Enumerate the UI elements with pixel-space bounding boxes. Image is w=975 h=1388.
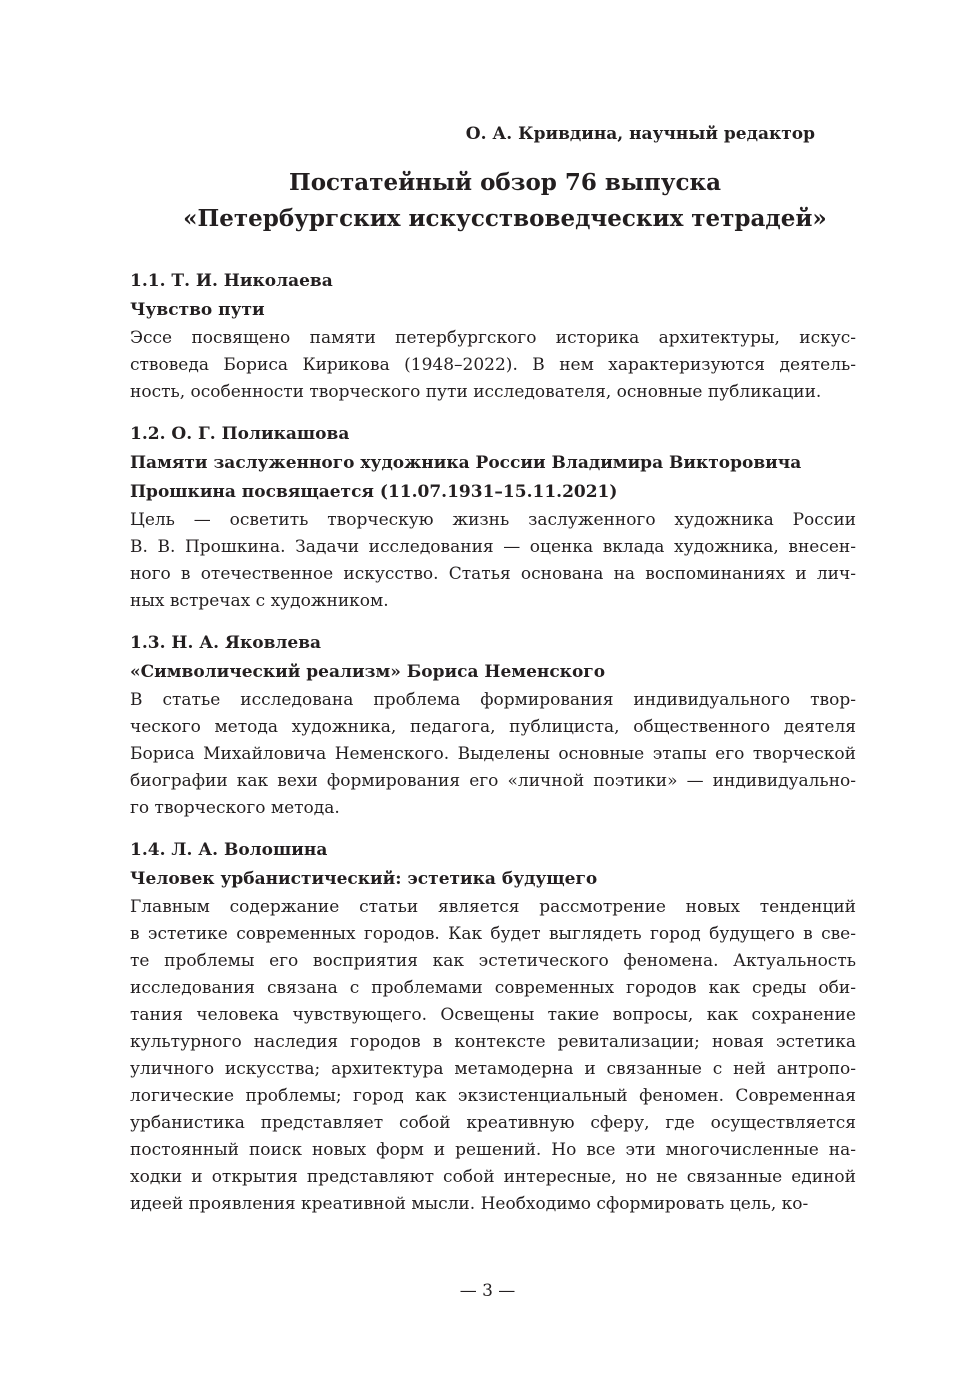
section-author-heading: 1.4. Л. А. Волошина <box>130 840 328 860</box>
section-article-title-line: Памяти заслуженного художника России Владимира Викторовича <box>130 453 802 473</box>
summary-line: уличного искусства; архитектура метамодерна и связанные с ней антропо- <box>130 1059 856 1079</box>
summary-line: исследования связана с проблемами современных городов как среды оби- <box>130 978 856 998</box>
summary-line: логические проблемы; город как экзистенциальный феномен. Современная <box>130 1086 856 1106</box>
summary-line: Цель — осветить творческую жизнь заслуженного художника России <box>130 510 856 530</box>
section-summary <box>130 325 856 406</box>
section-summary <box>130 894 856 1218</box>
section-article-title-line: Человек урбанистический: эстетика будущего <box>130 869 598 889</box>
summary-line: Бориса Михайловича Неменского. Выделены основные этапы его творческой <box>130 744 856 764</box>
article-title-line-2: «Петербургских искусствоведческих тетрадей» <box>183 205 827 232</box>
summary-line: в эстетике современных городов. Как будет выглядеть город будущего в све- <box>130 924 856 944</box>
section-article-title-line: «Символический реализм» Бориса Неменского <box>130 662 606 682</box>
review-section <box>130 836 856 1218</box>
review-section <box>130 267 856 406</box>
summary-line: ных встречах с художником. <box>130 591 389 611</box>
summary-line: ствоведа Бориса Кирикова (1948–2022). В нем характеризуются деятель- <box>130 355 856 375</box>
section-spacer <box>130 822 856 836</box>
section-spacer <box>130 406 856 420</box>
review-section <box>130 420 856 615</box>
section-summary <box>130 507 856 615</box>
summary-line: ного в отечественное искусство. Статья основана на воспоминаниях и лич- <box>130 564 856 584</box>
summary-line: биографии как вехи формирования его «личной поэтики» — индивидуально- <box>130 771 856 791</box>
summary-line: ческого метода художника, педагога, публициста, общественного деятеля <box>130 717 856 737</box>
section-author-heading: 1.2. О. Г. Поликашова <box>130 424 350 444</box>
section-article-title <box>130 658 856 687</box>
article-title-line-1: Постатейный обзор 76 выпуска <box>288 169 722 196</box>
section-author-heading: 1.3. Н. А. Яковлева <box>130 633 322 653</box>
summary-line: урбанистика представляет собой креативную сферу, где осуществляется <box>130 1113 856 1133</box>
summary-line: В. В. Прошкина. Задачи исследования — оценка вклада художника, внесен- <box>130 537 856 557</box>
summary-line: тания человека чувствующего. Освещены такие вопросы, как сохранение <box>130 1005 856 1025</box>
page-number: — 3 — <box>459 1281 516 1301</box>
summary-line: В статье исследована проблема формирования индивидуального твор- <box>130 690 856 710</box>
section-article-title-line: Прошкина посвящается (11.07.1931–15.11.2021) <box>130 482 618 502</box>
section-article-title <box>130 449 856 507</box>
summary-line: те проблемы его восприятия как эстетического феномена. Актуальность <box>130 951 856 971</box>
summary-line: Эссе посвящено памяти петербургского историка архитектуры, искус- <box>130 328 856 348</box>
section-article-title <box>130 865 856 894</box>
section-spacer <box>130 615 856 629</box>
summary-line: идеей проявления креативной мысли. Необходимо сформировать цель, ко- <box>130 1194 809 1214</box>
section-article-title <box>130 296 856 325</box>
article-title <box>110 165 900 237</box>
summary-line: го творческого метода. <box>130 798 340 818</box>
article-body <box>130 267 856 1218</box>
section-summary <box>130 687 856 822</box>
summary-line: культурного наследия городов в контексте ревитализации; новая эстетика <box>130 1032 856 1052</box>
summary-line: ность, особенности творческого пути исследователя, основные публикации. <box>130 382 822 402</box>
summary-line: постоянный поиск новых форм и решений. Но все эти многочисленные на- <box>130 1140 856 1160</box>
summary-line: Главным содержание статьи является рассмотрение новых тенденций <box>130 897 856 917</box>
section-article-title-line: Чувство пути <box>130 300 265 320</box>
section-author-heading: 1.1. Т. И. Николаева <box>130 271 333 291</box>
review-section <box>130 629 856 822</box>
editor-byline: О. А. Кривдина, научный редактор <box>465 124 815 144</box>
summary-line: ходки и открытия представляют собой интересные, но не связанные единой <box>130 1167 856 1187</box>
